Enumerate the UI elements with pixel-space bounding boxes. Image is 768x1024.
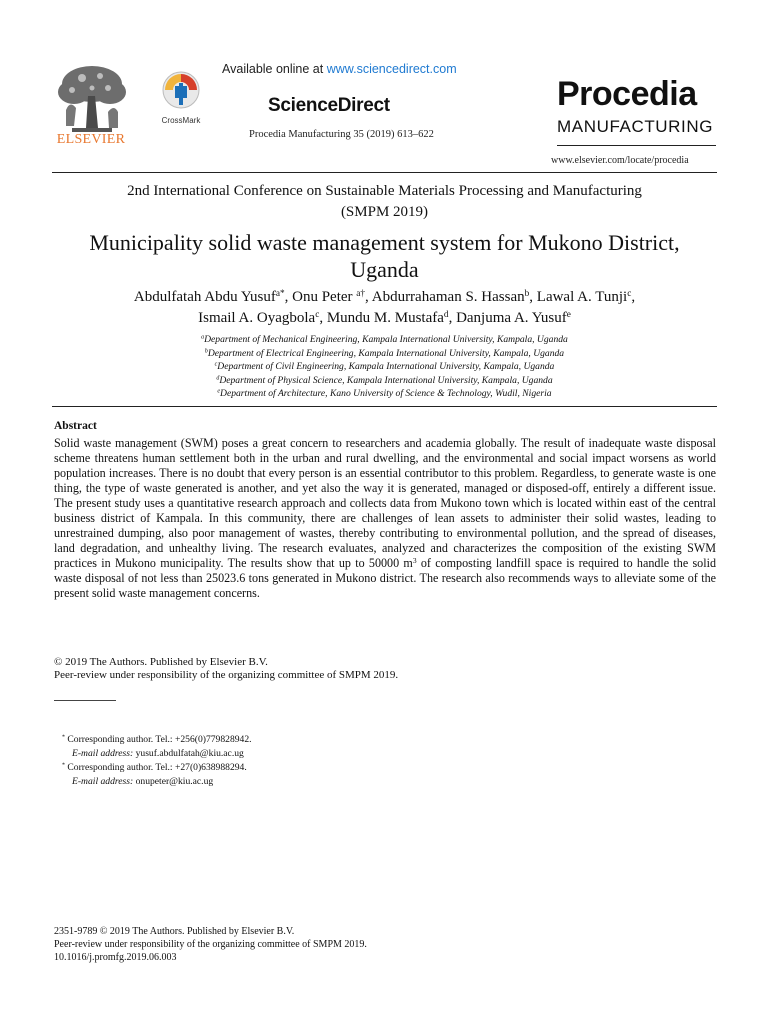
footnote-mark: * bbox=[62, 734, 65, 741]
author-mark: d bbox=[443, 309, 449, 320]
author-separator: , bbox=[448, 310, 457, 326]
author-separator: , bbox=[631, 289, 636, 305]
author-mark: a† bbox=[356, 288, 366, 299]
doi-link[interactable]: 10.1016/j.promfg.2019.06.003 bbox=[54, 952, 177, 963]
affiliation-text: Department of Mechanical Engineering, Kampala International University, Kampala, Uganda bbox=[204, 334, 568, 345]
journal-url-link[interactable]: www.elsevier.com/locate/procedia bbox=[551, 155, 689, 166]
author-mark: b bbox=[524, 288, 530, 299]
author-name: Ismail A. Oyagbola bbox=[198, 310, 316, 326]
affiliation-mark: c bbox=[214, 361, 218, 368]
crossmark-icon bbox=[161, 70, 201, 110]
journal-subtitle: MANUFACTURING bbox=[557, 117, 714, 136]
conference-line: (SMPM 2019) bbox=[340, 204, 429, 220]
footnote-email bbox=[72, 747, 244, 760]
sciencedirect-brand: ScienceDirect bbox=[268, 95, 390, 116]
author-name: Mundu M. Mustafa bbox=[326, 310, 444, 326]
author-name: Abdurrahaman S. Hassan bbox=[371, 289, 525, 305]
paper-title bbox=[52, 229, 717, 283]
author-separator: , bbox=[365, 289, 372, 305]
author-name: Danjuma A. Yusuf bbox=[456, 310, 567, 326]
abstract-heading: Abstract bbox=[54, 420, 97, 432]
affiliation-mark: e bbox=[217, 388, 221, 395]
issn-line: 2351-9789 © 2019 The Authors. Published by Elsevier B.V. bbox=[54, 926, 295, 937]
affiliation bbox=[52, 374, 717, 388]
affiliation-text: Department of Electrical Engineering, Kampala International University, Kampala, Uganda bbox=[207, 347, 565, 359]
footnote-email bbox=[72, 775, 213, 788]
affiliation bbox=[52, 387, 717, 401]
journal-reference: Procedia Manufacturing 35 (2019) 613–622 bbox=[249, 129, 434, 140]
affiliation-text: Department of Physical Science, Kampala International University, Kampala, Uganda bbox=[219, 374, 553, 386]
abstract-body bbox=[54, 436, 716, 601]
conference-name bbox=[52, 181, 717, 223]
footnote-divider bbox=[54, 700, 116, 701]
crossmark-badge[interactable] bbox=[160, 70, 202, 125]
author-mark: e bbox=[566, 309, 571, 320]
conference-line: 2nd International Conference on Sustainable Materials Processing and Manufacturing bbox=[127, 183, 642, 199]
crossmark-label: CrossMark bbox=[161, 116, 201, 125]
copyright-notice: © 2019 The Authors. Published by Elsevier B.V. bbox=[54, 656, 268, 668]
footnote-text: Corresponding author. Tel.: +27(0)638988294. bbox=[64, 762, 247, 773]
affiliation bbox=[52, 333, 717, 347]
author-name: Lawal A. Tunji bbox=[536, 289, 628, 305]
author-line bbox=[52, 287, 717, 308]
journal-logo-rule bbox=[557, 145, 716, 146]
footnote-text: Corresponding author. Tel.: +256(0)779828942. bbox=[64, 734, 252, 745]
affiliation-text: Department of Civil Engineering, Kampala International University, Kampala, Uganda bbox=[217, 361, 555, 372]
author-mark: c bbox=[315, 309, 320, 320]
title-line: Uganda bbox=[350, 257, 419, 282]
affiliation-mark: d bbox=[216, 375, 220, 382]
unit-superscript: 3 bbox=[412, 555, 417, 565]
abstract-text-part: of composting landfill space is required to handle the solid waste disposal of not less than 25023.6 tons generated in Mukono district. The research also recommends ways to alleviate some of the present solid waste management concerns. bbox=[54, 556, 716, 600]
affiliation bbox=[52, 347, 717, 361]
affiliation-list bbox=[52, 333, 717, 401]
footnote-corresponding-author bbox=[62, 733, 252, 746]
journal-title: Procedia bbox=[557, 75, 697, 113]
affiliation-text: Department of Architecture, Kano University of Science & Technology, Wudil, Nigeria bbox=[220, 388, 552, 399]
available-online-line bbox=[222, 62, 457, 76]
bottom-peer-review: Peer-review under responsibility of the organizing committee of SMPM 2019. bbox=[54, 939, 367, 950]
journal-logo bbox=[557, 77, 716, 137]
sciencedirect-link[interactable]: www.sciencedirect.com bbox=[326, 62, 457, 76]
email-label: E-mail address: bbox=[72, 748, 134, 759]
affiliation-mark: a bbox=[201, 334, 205, 341]
affiliation bbox=[52, 360, 717, 374]
author-separator: , bbox=[284, 289, 293, 305]
email-address-link[interactable]: yusuf.abdulfatah@kiu.ac.ug bbox=[133, 748, 244, 759]
footnote-mark: * bbox=[62, 762, 65, 769]
abstract-divider bbox=[52, 406, 717, 407]
peer-review-notice: Peer-review under responsibility of the organizing committee of SMPM 2019. bbox=[54, 669, 399, 681]
email-address-link[interactable]: onupeter@kiu.ac.ug bbox=[133, 776, 214, 787]
title-line: Municipality solid waste management system for Mukono District, bbox=[89, 230, 680, 255]
author-mark: a* bbox=[275, 288, 285, 299]
header-divider bbox=[52, 172, 717, 173]
email-label: E-mail address: bbox=[72, 776, 134, 787]
footnote-corresponding-author bbox=[62, 761, 247, 774]
author-name: Onu Peter bbox=[292, 289, 357, 305]
available-prefix: Available online at bbox=[222, 62, 327, 76]
author-list bbox=[52, 287, 717, 329]
author-separator: , bbox=[319, 310, 327, 326]
author-separator: , bbox=[529, 289, 537, 305]
author-mark: c bbox=[627, 288, 632, 299]
author-line bbox=[52, 308, 717, 329]
affiliation-mark: b bbox=[204, 348, 208, 355]
elsevier-wordmark: ELSEVIER bbox=[56, 132, 126, 147]
author-name: Abdulfatah Abdu Yusuf bbox=[133, 289, 276, 305]
abstract-text-part: Solid waste management (SWM) poses a great concern to researchers and academia globally. The result of inadequate waste disposal scheme threatens human settlement both in the urban and rural dwelling, and the environmental and social impact worsens as world population increases. There is no doubt that every person is an essential contributor to this problem. Regardless, to generate waste is one thing, the type of waste generated is another, and yet also the way it is generated, managed or disposed-off, entirely a different issue. The present study uses a quantitative research approach and collects data from Mukono town which is located within east of the central business district of Kampala. In this community, there are challenges of lean assets to administer their solid wastes, leading to unrestrained dumping, also poor management of wastes, thereby contributing to environmental pollution, and the spread of diseases, land degradation, and unhealthy living. The research evaluates, analyzed and characterizes the composition of the existing SWM practices in Mukono municipality. The results show that up to 50000 m bbox=[54, 436, 716, 570]
